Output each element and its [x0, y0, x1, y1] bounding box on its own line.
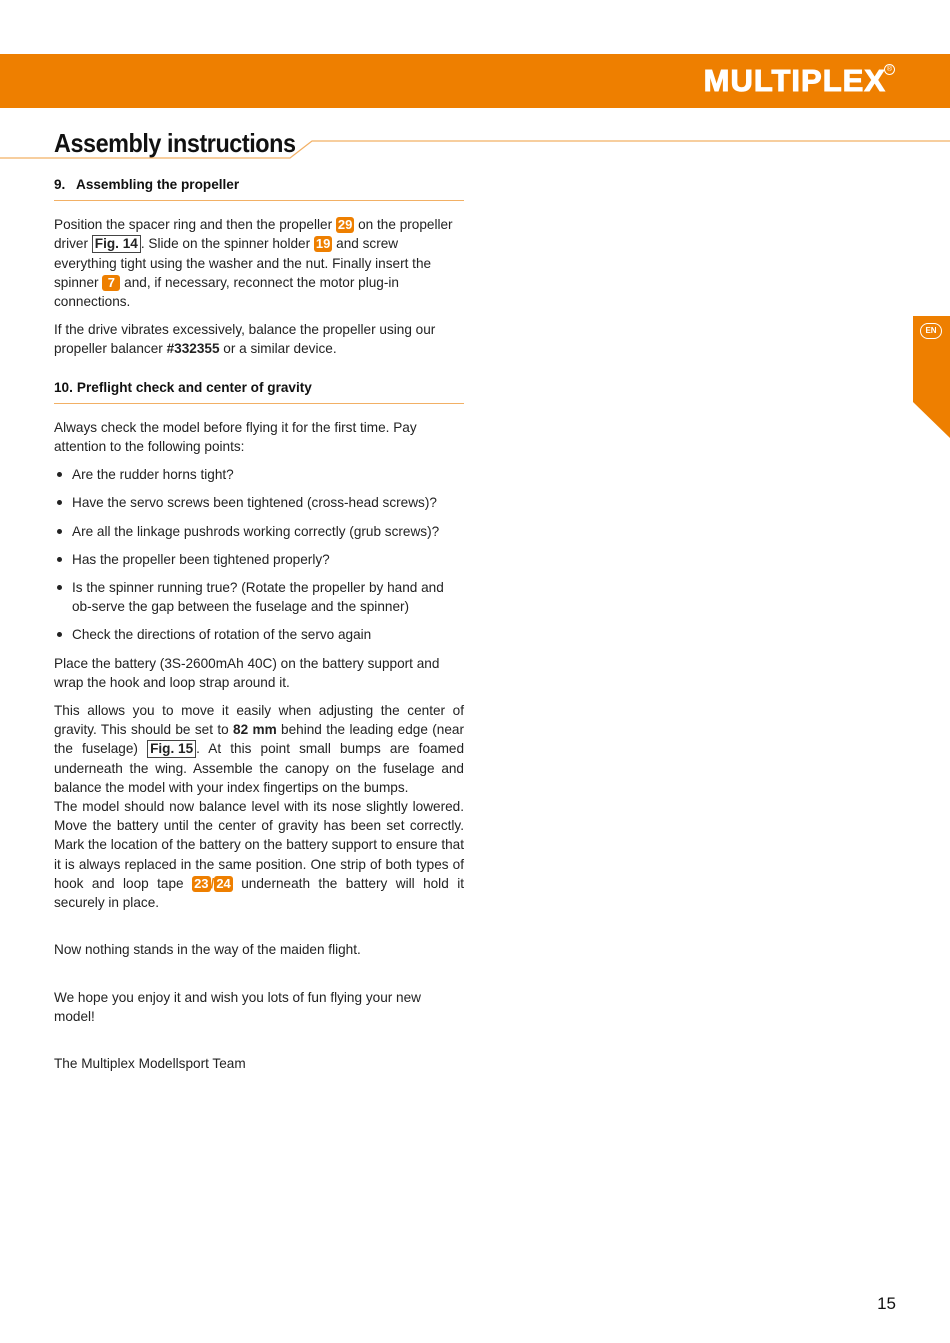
text-run: and screw everything tight using the washer and the nut. Finally insert the spinner: [54, 236, 432, 290]
part-number-badge: 23: [194, 875, 209, 891]
badge-separator: /: [210, 875, 215, 891]
section-title: Preflight check and center of gravity: [76, 379, 312, 395]
list-item: Is the spinner running true? (Rotate the propeller by hand and ob-serve the gap between the fuselage and the spinner): [54, 578, 464, 616]
list-item: Have the servo screws been tightened (cross-head screws)?: [54, 493, 464, 512]
figure-reference: Fig. 14: [92, 235, 141, 253]
multiplex-logo: MULTIPLEX: [703, 63, 886, 98]
registered-mark: ®: [884, 64, 895, 75]
paragraph-battery: Place the battery (3S-2600mAh 40C) on the battery support and wrap the hook and loop strap around it.: [54, 655, 440, 690]
product-number: #332355: [166, 341, 220, 357]
text-run: . Slide on the spinner holder: [140, 236, 314, 252]
language-badge[interactable]: EN: [920, 323, 942, 339]
text-run: underneath the battery will hold it securely in place.: [54, 875, 464, 911]
text-run: . At this point small bumps are foamed underneath the wing. Assemble the canopy on the fuselage and balance the model with your index fingertips on the bumps.: [54, 741, 465, 795]
title-underline: [0, 140, 950, 164]
text-run: behind the leading edge (near the fuselage): [54, 722, 464, 757]
part-number-badge: 7: [102, 275, 120, 291]
text-run: If the drive vibrates excessively, balance the propeller using our propeller balancer: [54, 322, 436, 357]
paragraph-maiden-flight: Now nothing stands in the way of the maiden flight.: [54, 942, 361, 958]
paragraph-propeller: [54, 215, 464, 311]
paragraph-signoff: The Multiplex Modellsport Team: [54, 1055, 246, 1071]
section-number: 9.: [54, 177, 66, 192]
paragraph-wish: We hope you enjoy it and wish you lots of fun flying your new model!: [54, 989, 421, 1024]
page-number: 15: [877, 1294, 896, 1313]
text-run: Position the spacer ring and then the propeller: [54, 217, 336, 233]
checklist: [54, 465, 464, 644]
text-run: on the propeller driver: [54, 217, 453, 252]
section-number: 10.: [54, 379, 73, 395]
paragraph-balance: [54, 320, 464, 358]
list-item: Are all the linkage pushrods working correctly (grub screws)?: [54, 522, 464, 541]
paragraph-intro: Always check the model before flying it for the first time. Pay attention to the following points:: [54, 419, 417, 455]
list-item: Check the directions of rotation of the servo again: [54, 625, 464, 644]
list-item: Are the rudder horns tight?: [54, 465, 464, 484]
text-run: The model should now balance level with its nose slightly lowered. Move the battery until the center of gravity has been set correctly. Mark the location of the battery on the battery support to ensure that it is always replaced in the same position. One strip of both types of hook and loop tape: [54, 799, 464, 891]
figure-reference: Fig. 15: [147, 740, 196, 758]
main-content: [54, 175, 464, 1082]
cg-distance: 82 mm: [233, 722, 277, 738]
part-number-badge: 29: [337, 217, 353, 233]
section-heading-propeller: [54, 175, 464, 201]
part-number-badge: 19: [315, 236, 331, 252]
section-heading-preflight: [54, 378, 464, 404]
text-run: or a similar device.: [219, 341, 337, 357]
text-run: This allows you to move it easily when adjusting the center of gravity. This should be set to: [54, 703, 464, 738]
paragraph-center-of-gravity: [54, 701, 464, 912]
part-number-badge: 24: [216, 875, 231, 891]
text-run: and, if necessary, reconnect the motor plug-in connections.: [54, 274, 399, 310]
list-item: Has the propeller been tightened properly?: [54, 550, 464, 569]
section-title: Assembling the propeller: [76, 177, 240, 192]
page-title: Assembly instructions: [54, 128, 296, 158]
